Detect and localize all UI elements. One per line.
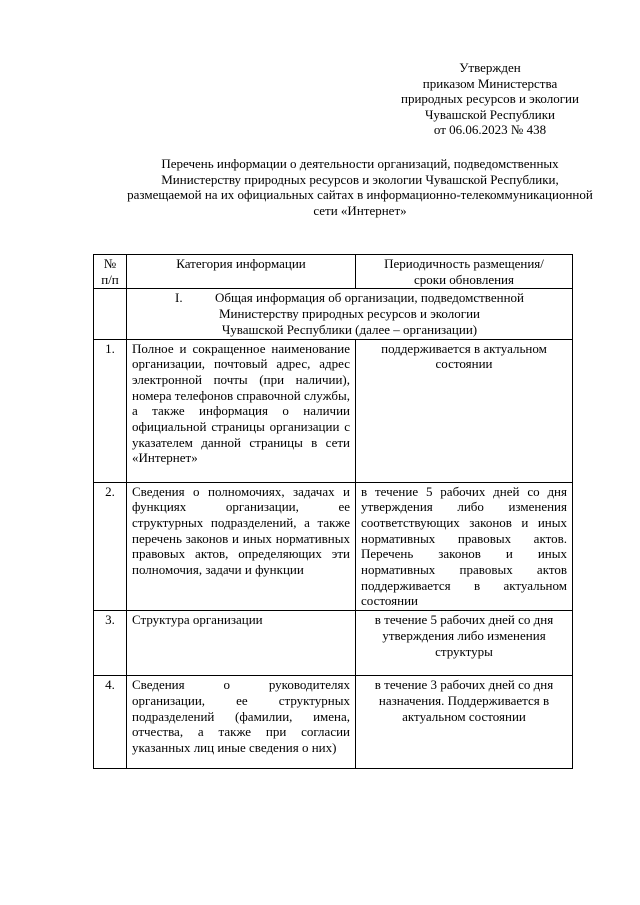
- row-category: Сведения о полномочиях, задачах и функциях организации, ее структурных подразделений, а также перечень законов и иных нормативных правовых актов, определяющих эти полномочия, задачи и функции: [127, 482, 356, 611]
- row-periodicity: в течение 5 рабочих дней со дня утверждения либо изменения соответствующих законов и иных нормативных правовых актов. Перечень законов и иных нормативных правовых актов поддерживается в актуальном состоянии: [356, 482, 573, 611]
- row-number: 3.: [94, 611, 127, 676]
- header-category: Категория информации: [127, 255, 356, 289]
- title-line: Перечень информации о деятельности организаций, подведомственных: [161, 156, 559, 171]
- title-line: размещаемой на их официальных сайтах в информационно-телекоммуникационной: [127, 187, 593, 203]
- row-periodicity: в течение 3 рабочих дней со дня назначения. Поддерживается в актуальном состоянии: [356, 676, 573, 769]
- approval-line: приказом Министерства: [422, 75, 558, 91]
- table-row: [94, 482, 573, 611]
- section-heading: I. Общая информация об организации, подведомственной Министерству природных ресурсов и экологии Чувашской Республики (далее – организации): [127, 289, 573, 339]
- row-category: Сведения о руководителях организации, ее структурных подразделений (фамилии, имена, отчества, а также при согласии указанных лиц иные сведения о них): [127, 676, 356, 769]
- row-periodicity: поддерживается в актуальном состоянии: [356, 339, 573, 482]
- approval-line: Чувашской Республики: [424, 106, 556, 122]
- section-row: [94, 289, 573, 339]
- row-periodicity: в течение 5 рабочих дней со дня утверждения либо изменения структуры: [356, 611, 573, 676]
- section-number: I.: [175, 290, 183, 306]
- table-row: [94, 611, 573, 676]
- row-number: 4.: [94, 676, 127, 769]
- header-number: № п/п: [94, 255, 127, 289]
- title-line: Министерству природных ресурсов и экологии Чувашской Республики,: [161, 171, 559, 187]
- table-row: [94, 339, 573, 482]
- approval-line: Утвержден: [459, 60, 521, 75]
- table-row: [94, 676, 573, 769]
- row-category: Полное и сокращенное наименование организации, почтовый адрес, адрес электронной почты (при наличии), номера телефонов справочной службы, а также информация о наличии официальной страницы организации с указателем данной страницы в сети «Интернет»: [127, 339, 356, 482]
- title-line: сети «Интернет»: [313, 202, 407, 218]
- approval-date: от 06.06.2023 № 438: [433, 122, 547, 138]
- row-category: Структура организации: [127, 611, 356, 676]
- document-title: [112, 156, 608, 218]
- row-number: 1.: [94, 339, 127, 482]
- approval-line: природных ресурсов и экологии: [401, 91, 579, 107]
- header-periodicity: Периодичность размещения/ сроки обновления: [356, 255, 573, 289]
- information-table: [93, 254, 573, 769]
- row-number: 2.: [94, 482, 127, 611]
- table-header-row: [94, 255, 573, 289]
- approval-stamp: [390, 60, 590, 138]
